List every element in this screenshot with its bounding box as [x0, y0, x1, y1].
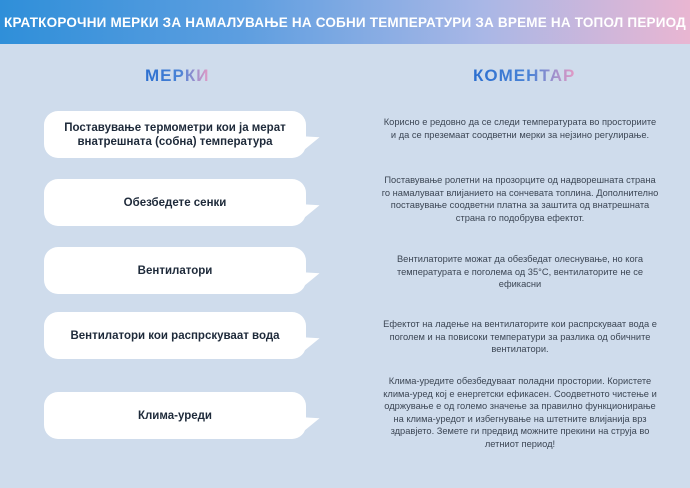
page-title: КРАТКОРОЧНИ МЕРКИ ЗА НАМАЛУВАЊЕ НА СОБНИ ТЕМПЕРАТУРИ ЗА ВРЕМЕ НА ТОПОЛ ПЕРИОД [4, 14, 686, 30]
measure-bubble-shades [44, 179, 306, 226]
measure-label: Вентилатори [137, 264, 213, 277]
measure-bubble-fans [44, 247, 306, 294]
comment-fans: Вентилаторите можат да обезбедат олеснување, но кога температурата е поголема од 35°C, вентилаторите не се ефикасни [396, 254, 644, 289]
measure-label: Клима-уреди [137, 409, 212, 422]
measure-bubble-thermometers [44, 111, 306, 158]
measure-label: Вентилатори кои распрскуваат вода [70, 329, 280, 342]
comment-shades: Поставување ролетни на прозорците од надворешната страна го намалуваат влијанието на сончевата топлина. Дополнително поставување соодветни платна за заштита од внатрешната страна го подобрува ефектот. [381, 175, 659, 223]
comment-air-conditioners: Клима-уредите обезбедуваат поладни простории. Користете клима-уред кој е енергетски ефикасен. Соодветното чистење и одржување е од големо значење за правилно функционирање на клима-уредот и избегнување на штетните влијанија врз здравјето. Земете ги предвид можните прекини на струја во летниот период! [383, 376, 657, 449]
measures-heading: МЕРКИ [145, 66, 210, 85]
header-banner [0, 0, 690, 44]
measure-bubble-water-fans [44, 312, 306, 359]
comment-thermometers: Корисно е редовно да се следи температурата во просториите и да се преземаат соодветни мерки за нејзино регулирање. [383, 117, 657, 140]
comment-water-fans: Ефектот на ладење на вентилаторите кои распрскуваат вода е поголем и на повисоки температури за разлика од обичните вентилатори. [383, 319, 657, 354]
measure-bubble-air-conditioners [44, 392, 306, 439]
measure-label: Обезбедете сенки [123, 196, 227, 209]
measure-label: Поставување термометри кои ја мерат внатрешната (собна) температура [64, 121, 286, 148]
comment-heading: КОМЕНТАР [473, 66, 576, 85]
